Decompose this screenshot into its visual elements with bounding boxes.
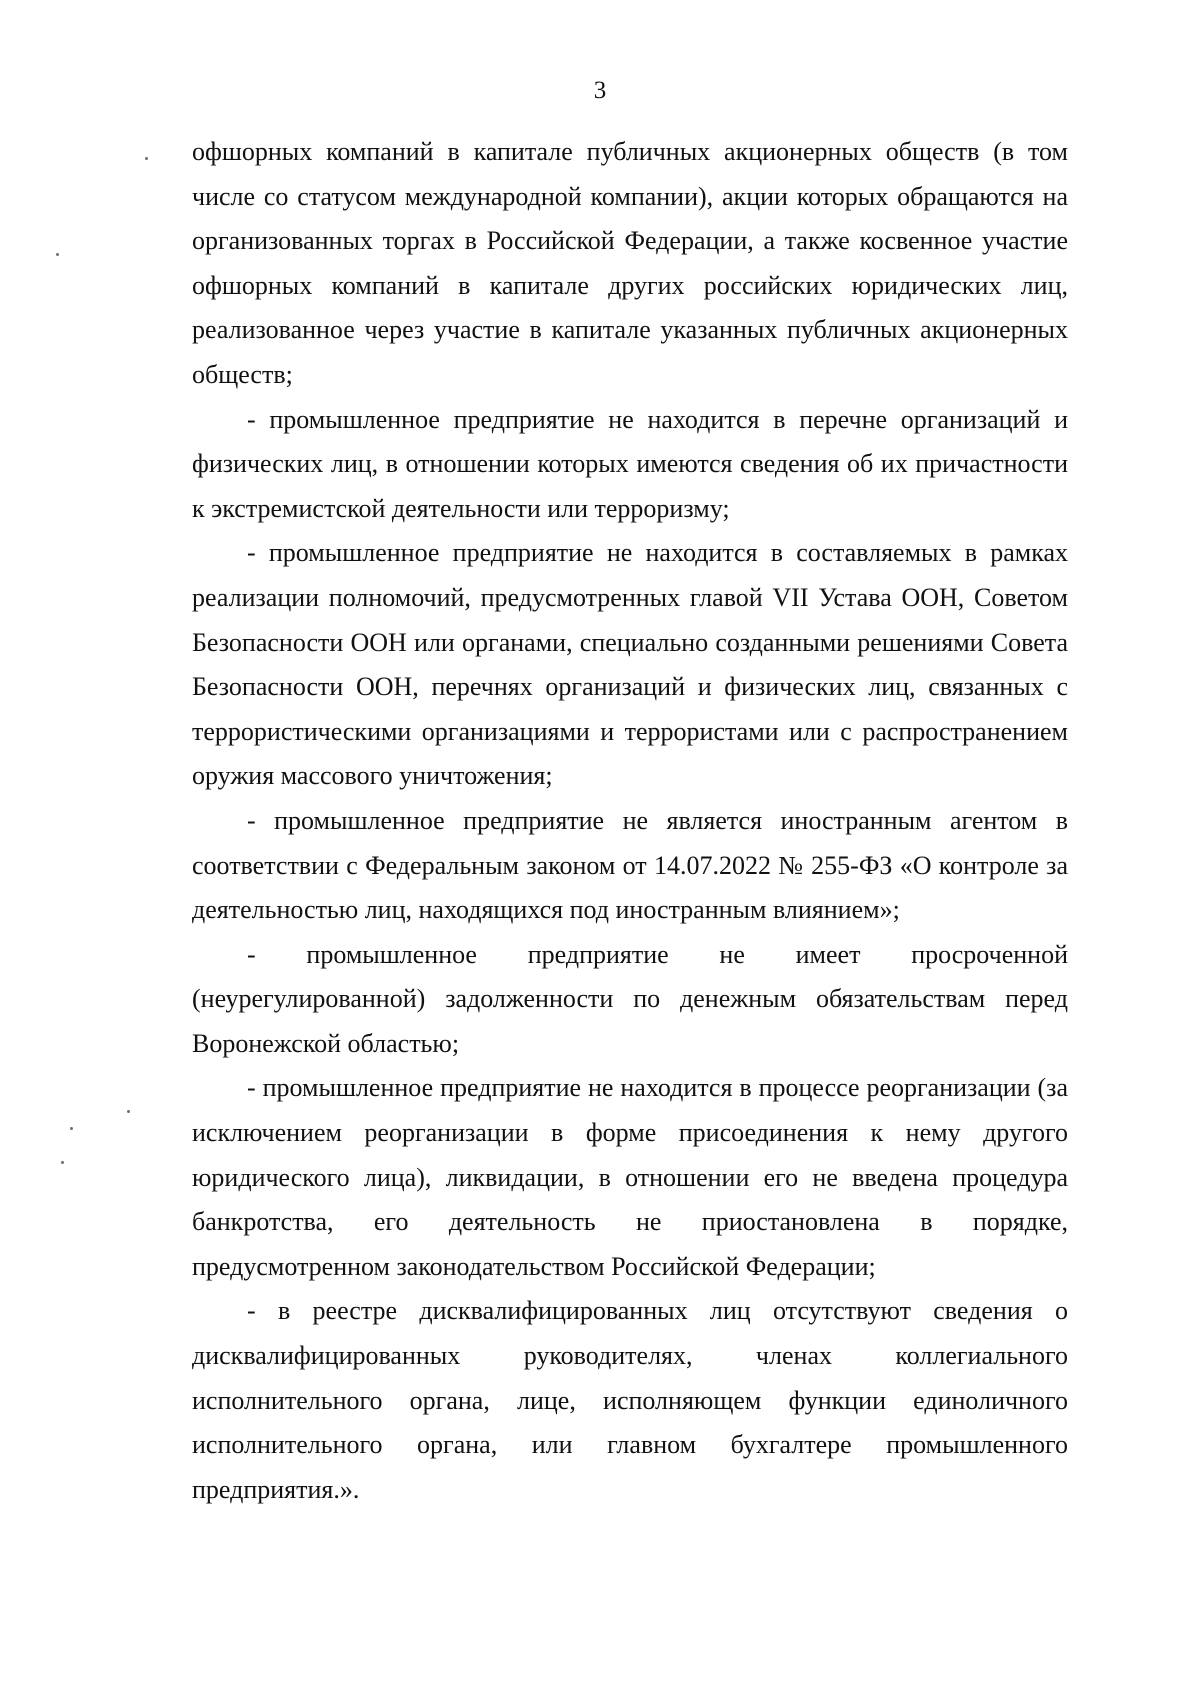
paragraph-foreign-agent: - промышленное предприятие не является иностранным агентом в соответствии с Федеральным законом от 14.07.2022 № 255-ФЗ «О контроле за деятельностью лиц, находящихся под иностранным влиянием»;	[192, 805, 1068, 925]
paragraph-extremism-list: - промышленное предприятие не находится в перечне организаций и физических лиц, в отношении которых имеются сведения об их причастности к экстремистской деятельности или терроризму;	[192, 404, 1068, 523]
paragraph-reorganization: - промышленное предприятие не находится в процессе реорганизации (за исключением реорганизации в форме присоединения к нему другого юридического лица), ликвидации, в отношении его не введена процедура банкротства, его деятельность не приостановлена в порядке, предусмотренном законодательством Российской Федерации;	[192, 1073, 1068, 1281]
scan-speck	[70, 1127, 73, 1130]
page-number: 3	[593, 77, 607, 104]
scan-speck	[127, 1110, 130, 1113]
paragraph-offshore-participation: офшорных компаний в капитале публичных акционерных обществ (в том числе со статусом международной компании), акции которых обращаются на организованных торгах в Российской Федерации, а также косвенное участие офшорных компаний в капитале других российских юридических лиц, реализованное через участие в капитале указанных публичных акционерных обществ;	[192, 137, 1068, 389]
paragraph-disqualified-persons: - в реестре дисквалифицированных лиц отсутствуют сведения о дисквалифицированных руководителях, членах коллегиального исполнительного органа, лице, исполняющем функции единоличного исполнительного органа, или главном бухгалтере промышленного предприятия.».	[192, 1296, 1068, 1504]
document-body	[192, 130, 1068, 1512]
scan-speck	[56, 253, 59, 256]
paragraph-overdue-debt: - промышленное предприятие не имеет просроченной (неурегулированной) задолженности по денежным обязательствам перед Воронежской областью;	[192, 939, 1068, 1058]
paragraph-un-sanctions-list: - промышленное предприятие не находится в составляемых в рамках реализации полномочий, предусмотренных главой VII Устава ООН, Советом Безопасности ООН или органами, специально созданными решениями Совета Безопасности ООН, перечнях организаций и физических лиц, связанных с террористическими организациями и террористами или с распространением оружия массового уничтожения;	[192, 538, 1068, 791]
scan-speck	[61, 1161, 64, 1164]
scan-speck	[145, 157, 148, 160]
